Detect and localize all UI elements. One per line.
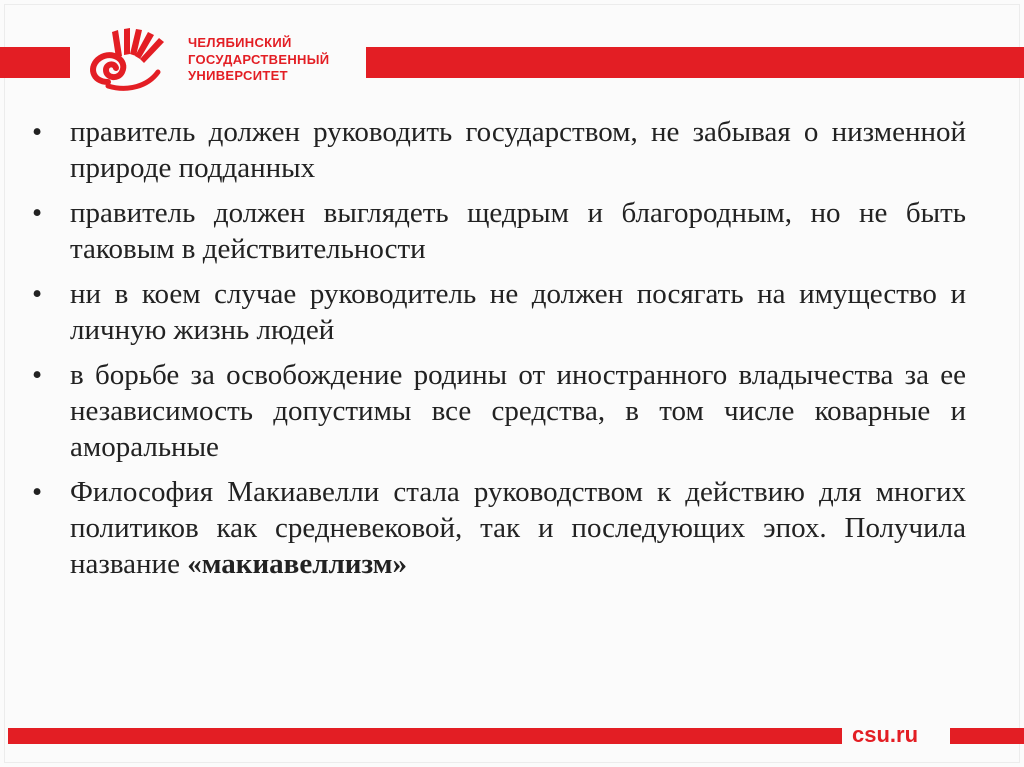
footer-site-link[interactable]: csu.ru [852,722,919,747]
bullet-text: Философия Макиавелли стала руководством к действию для многих политиков как средневековой, так и последующих эпох. Получила название [70,476,966,580]
bullet-list [32,114,966,591]
university-logo-icon [78,26,178,98]
footer-bar-right [950,728,1024,744]
bullet-marker: • [32,359,43,391]
list-item [32,357,966,465]
header-bar-left [0,47,70,78]
bullet-text: правитель должен выглядеть щедрым и благородным, но не быть таковым в действительности [70,197,966,265]
list-item [32,195,966,267]
bullet-text: правитель должен руководить государством, не забывая о низменной природе подданных [70,116,966,184]
list-item [32,474,966,582]
bullet-marker: • [32,476,43,508]
university-name-line-2: ГОСУДАРСТВЕННЫЙ [188,51,330,67]
bold-term: «макиавеллизм» [187,548,407,580]
footer-bar-left [8,728,842,744]
list-item [32,276,966,348]
list-item [32,114,966,186]
header-bar [366,47,1024,78]
bullet-text: ни в коем случае руководитель не должен посягать на имущество и личную жизнь людей [70,278,966,346]
university-name [188,35,329,85]
university-name-line-1: ЧЕЛЯБИНСКИЙ [188,35,292,50]
bullet-text: в борьбе за освобождение родины от иностранного владычества за ее независимость допустимы все средства, в том числе коварные и аморальные [70,359,966,463]
bullet-marker: • [32,116,43,148]
bullet-marker: • [32,278,43,310]
bullet-marker: • [32,197,43,229]
university-name-line-3: УНИВЕРСИТЕТ [188,68,288,83]
